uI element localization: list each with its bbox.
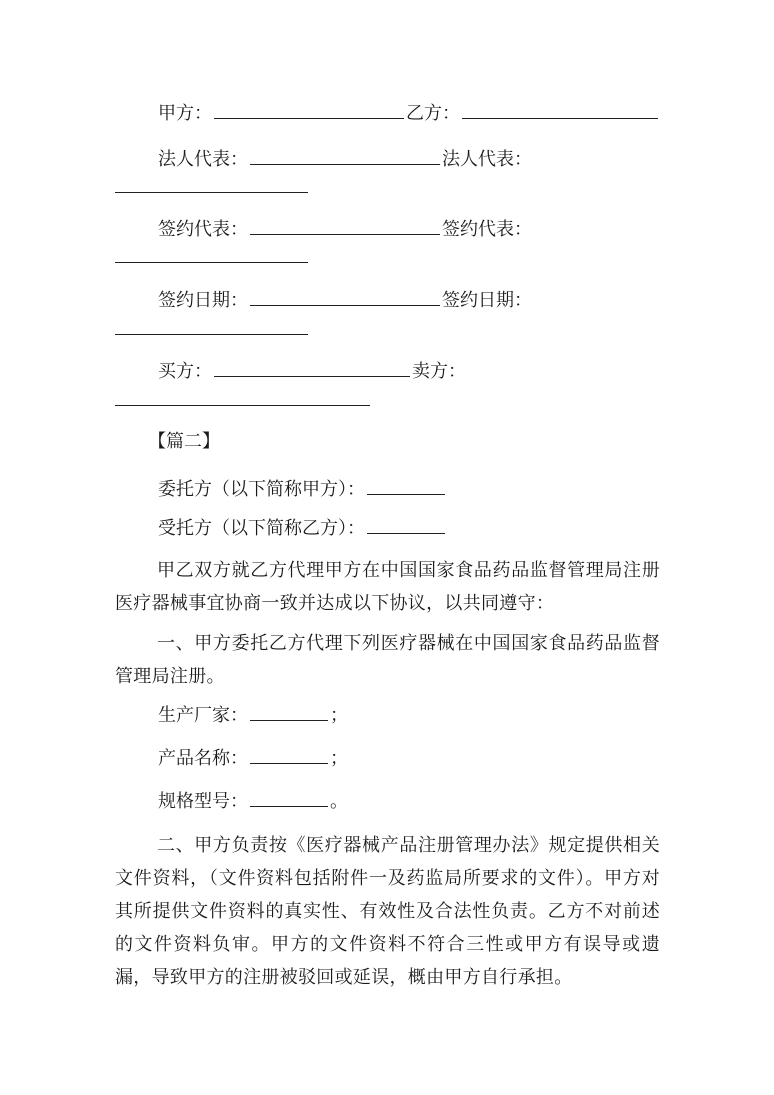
sign-rep-a-blank [250, 216, 440, 235]
client-blank [367, 476, 445, 495]
spec-model-period: 。 [330, 791, 348, 812]
sign-rep-line [158, 216, 532, 242]
legal-rep-line [158, 146, 532, 172]
agent-label: 受托方（以下简称乙方）： [158, 518, 365, 539]
manufacturer-label: 生产厂家： [158, 705, 248, 726]
party-a-label: 甲方： [158, 103, 212, 124]
client-label: 委托方（以下简称甲方）： [158, 479, 365, 500]
spec-model-blank [250, 788, 328, 807]
party-b-label: 乙方： [406, 103, 460, 124]
buyer-blank [214, 358, 410, 377]
sign-date-b-blank [115, 334, 308, 335]
clause-1-paragraph: 一、甲方委托乙方代理下列医疗器械在中国国家食品药品监督管理局注册。 [115, 633, 660, 687]
sign-date-a-label: 签约日期： [158, 290, 248, 311]
manufacturer-line [158, 702, 348, 728]
agent-blank [367, 515, 445, 534]
party-b-blank [462, 100, 658, 119]
legal-rep-b-label: 法人代表： [442, 149, 532, 170]
buyer-label: 买方： [158, 361, 212, 382]
section-title: 【篇二】 [148, 431, 220, 452]
client-line [158, 476, 447, 502]
product-name-label: 产品名称： [158, 748, 248, 769]
party-a-line [158, 100, 660, 126]
spec-model-line [158, 788, 348, 814]
sign-date-b-label: 签约日期： [442, 290, 532, 311]
legal-rep-a-blank [250, 146, 440, 165]
legal-rep-b-blank [115, 192, 308, 193]
seller-label: 卖方： [412, 361, 466, 382]
party-a-blank [214, 100, 404, 119]
product-name-semicolon: ； [330, 748, 348, 769]
product-name-blank [250, 745, 328, 764]
sign-rep-a-label: 签约代表： [158, 219, 248, 240]
intro-paragraph: 甲乙双方就乙方代理甲方在中国国家食品药品监督管理局注册医疗器械事宜协商一致并达成以下协议，以共同遵守： [115, 560, 660, 614]
clause-2-paragraph: 二、甲方负责按《医疗器械产品注册管理办法》规定提供相关文件资料，（文件资料包括附件一及药监局所要求的文件）。甲方对其所提供文件资料的真实性、有效性及合法性负责。乙方不对前述的文件资料负审。甲方的文件资料不符合三性或甲方有误导或遗漏，导致甲方的注册被驳回或延误，概由甲方自行承担。 [115, 835, 660, 988]
sign-date-line [158, 287, 532, 313]
sign-rep-b-label: 签约代表： [442, 219, 532, 240]
agent-line [158, 515, 447, 541]
spec-model-label: 规格型号： [158, 791, 248, 812]
buyer-seller-line [158, 358, 466, 384]
seller-blank [115, 405, 370, 406]
manufacturer-blank [250, 702, 328, 721]
manufacturer-semicolon: ； [330, 705, 348, 726]
sign-rep-b-blank [115, 262, 308, 263]
sign-date-a-blank [250, 287, 440, 306]
product-name-line [158, 745, 348, 771]
legal-rep-a-label: 法人代表： [158, 149, 248, 170]
